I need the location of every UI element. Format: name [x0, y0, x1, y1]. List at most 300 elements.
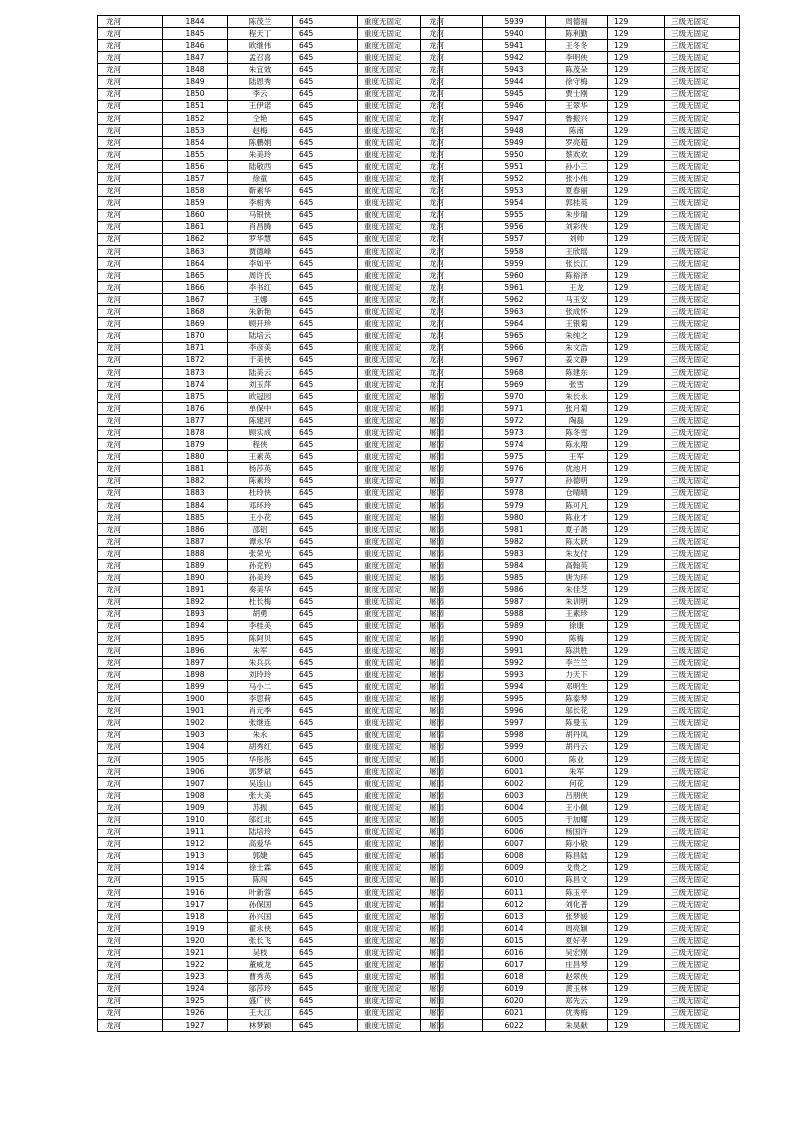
table-row [98, 935, 440, 947]
code-cell: 645 [293, 765, 358, 777]
name-cell: 王翠华 [546, 100, 608, 112]
area-cell: 龙河 [98, 64, 163, 76]
number-cell: 1896 [163, 644, 228, 656]
code-cell: 645 [293, 862, 358, 874]
area-cell: 屠园 [421, 729, 483, 741]
name-cell: 张大美 [228, 790, 293, 802]
code-cell: 129 [608, 681, 665, 693]
table-row [421, 439, 740, 451]
level-cell: 三级无固定 [665, 209, 740, 221]
number-cell: 1875 [163, 390, 228, 402]
table-row [421, 378, 740, 390]
name-cell: 孟召喜 [228, 52, 293, 64]
number-cell: 1912 [163, 838, 228, 850]
level-cell: 重度无固定 [358, 403, 440, 415]
name-cell: 马小二 [228, 681, 293, 693]
area-cell: 龙河 [421, 16, 483, 28]
name-cell: 邬红北 [228, 814, 293, 826]
name-cell: 徐康 [546, 620, 608, 632]
table-row [98, 306, 440, 318]
name-cell: 刘化普 [546, 898, 608, 910]
level-cell: 重度无固定 [358, 826, 440, 838]
table-row [421, 935, 740, 947]
level-cell: 重度无固定 [358, 28, 440, 40]
name-cell: 陈洪胜 [546, 644, 608, 656]
name-cell: 张月菊 [546, 403, 608, 415]
name-cell: 陈阿贝 [228, 632, 293, 644]
area-cell: 龙河 [98, 959, 163, 971]
number-cell: 5999 [483, 741, 546, 753]
table-row [421, 451, 740, 463]
level-cell: 重度无固定 [358, 88, 440, 100]
name-cell: 张继连 [228, 717, 293, 729]
number-cell: 5951 [483, 161, 546, 173]
code-cell: 129 [608, 511, 665, 523]
area-cell: 屠园 [421, 596, 483, 608]
table-row [98, 487, 440, 499]
area-cell: 屠园 [421, 874, 483, 886]
level-cell: 三级无固定 [665, 197, 740, 209]
level-cell: 三级无固定 [665, 596, 740, 608]
level-cell: 三级无固定 [665, 28, 740, 40]
table-row [98, 499, 440, 511]
table-row [421, 802, 740, 814]
code-cell: 645 [293, 898, 358, 910]
name-cell: 姜文静 [546, 354, 608, 366]
name-cell: 郭梦斌 [228, 765, 293, 777]
area-cell: 龙河 [98, 669, 163, 681]
area-cell: 龙河 [421, 76, 483, 88]
code-cell: 129 [608, 1007, 665, 1019]
name-cell: 赵翠侠 [546, 971, 608, 983]
area-cell: 龙河 [98, 790, 163, 802]
area-cell: 龙河 [421, 366, 483, 378]
level-cell: 重度无固定 [358, 838, 440, 850]
area-cell: 屠园 [421, 656, 483, 668]
name-cell: 周亮颖 [546, 923, 608, 935]
code-cell: 645 [293, 681, 358, 693]
code-cell: 645 [293, 173, 358, 185]
table-row [98, 233, 440, 245]
number-cell: 5981 [483, 523, 546, 535]
name-cell: 优秀梅 [546, 1007, 608, 1019]
level-cell: 重度无固定 [358, 269, 440, 281]
area-cell: 龙河 [98, 536, 163, 548]
area-cell: 龙河 [98, 16, 163, 28]
code-cell: 645 [293, 76, 358, 88]
number-cell: 1878 [163, 427, 228, 439]
table-row [421, 124, 740, 136]
table-row [98, 173, 440, 185]
name-cell: 孙兴国 [228, 910, 293, 922]
level-cell: 重度无固定 [358, 886, 440, 898]
level-cell: 重度无固定 [358, 245, 440, 257]
table-row [421, 536, 740, 548]
name-cell: 陈小敬 [546, 838, 608, 850]
name-cell: 仝艳 [228, 112, 293, 124]
name-cell: 李彦美 [228, 342, 293, 354]
table-row [98, 826, 440, 838]
code-cell: 129 [608, 548, 665, 560]
table-row [98, 608, 440, 620]
table-row [421, 898, 740, 910]
name-cell: 李如平 [228, 257, 293, 269]
name-cell: 肖昌腾 [228, 221, 293, 233]
number-cell: 1892 [163, 596, 228, 608]
code-cell: 129 [608, 669, 665, 681]
table-row [98, 536, 440, 548]
code-cell: 645 [293, 644, 358, 656]
area-cell: 屠园 [421, 390, 483, 402]
level-cell: 重度无固定 [358, 898, 440, 910]
code-cell: 129 [608, 826, 665, 838]
area-cell: 龙河 [98, 910, 163, 922]
code-cell: 645 [293, 282, 358, 294]
number-cell: 1905 [163, 753, 228, 765]
area-cell: 屠园 [421, 693, 483, 705]
level-cell: 三级无固定 [665, 306, 740, 318]
name-cell: 张小伟 [546, 173, 608, 185]
code-cell: 645 [293, 741, 358, 753]
name-cell: 李明侠 [546, 52, 608, 64]
number-cell: 6022 [483, 1019, 546, 1031]
code-cell: 645 [293, 257, 358, 269]
number-cell: 5944 [483, 76, 546, 88]
number-cell: 1925 [163, 995, 228, 1007]
name-cell: 曹秀英 [228, 971, 293, 983]
level-cell: 三级无固定 [665, 935, 740, 947]
level-cell: 三级无固定 [665, 656, 740, 668]
number-cell: 1877 [163, 415, 228, 427]
name-cell: 胡丹云 [546, 741, 608, 753]
area-cell: 龙河 [421, 233, 483, 245]
area-cell: 龙河 [98, 269, 163, 281]
code-cell: 129 [608, 910, 665, 922]
area-cell: 屠园 [421, 487, 483, 499]
number-cell: 5996 [483, 705, 546, 717]
code-cell: 645 [293, 245, 358, 257]
level-cell: 重度无固定 [358, 221, 440, 233]
code-cell: 129 [608, 245, 665, 257]
name-cell: 朱纯之 [546, 330, 608, 342]
table-row [98, 475, 440, 487]
name-cell: 李书红 [228, 282, 293, 294]
table-row [98, 221, 440, 233]
table-row [98, 342, 440, 354]
code-cell: 645 [293, 632, 358, 644]
table-row [98, 40, 440, 52]
area-cell: 龙河 [98, 523, 163, 535]
number-cell: 1883 [163, 487, 228, 499]
number-cell: 5946 [483, 100, 546, 112]
number-cell: 1846 [163, 40, 228, 52]
name-cell: 刘彩侠 [546, 221, 608, 233]
area-cell: 龙河 [98, 753, 163, 765]
area-cell: 屠园 [421, 741, 483, 753]
area-cell: 龙河 [421, 209, 483, 221]
area-cell: 屠园 [421, 971, 483, 983]
code-cell: 645 [293, 475, 358, 487]
level-cell: 重度无固定 [358, 790, 440, 802]
level-cell: 重度无固定 [358, 656, 440, 668]
level-cell: 三级无固定 [665, 52, 740, 64]
code-cell: 129 [608, 451, 665, 463]
area-cell: 屠园 [421, 910, 483, 922]
level-cell: 重度无固定 [358, 76, 440, 88]
code-cell: 645 [293, 221, 358, 233]
table-row [421, 886, 740, 898]
area-cell: 龙河 [98, 814, 163, 826]
area-cell: 龙河 [98, 741, 163, 753]
number-cell: 1876 [163, 403, 228, 415]
code-cell: 645 [293, 306, 358, 318]
level-cell: 重度无固定 [358, 705, 440, 717]
name-cell: 陈曼玉 [546, 717, 608, 729]
number-cell: 5960 [483, 269, 546, 281]
number-cell: 1927 [163, 1019, 228, 1031]
table-row [98, 511, 440, 523]
number-cell: 5954 [483, 197, 546, 209]
area-cell: 龙河 [421, 173, 483, 185]
name-cell: 杨国许 [546, 826, 608, 838]
level-cell: 三级无固定 [665, 233, 740, 245]
area-cell: 屠园 [421, 705, 483, 717]
area-cell: 龙河 [98, 245, 163, 257]
area-cell: 屠园 [421, 886, 483, 898]
table-row [98, 245, 440, 257]
code-cell: 645 [293, 608, 358, 620]
table-row [98, 669, 440, 681]
name-cell: 顾实成 [228, 427, 293, 439]
name-cell: 陈建河 [228, 415, 293, 427]
number-cell: 5955 [483, 209, 546, 221]
area-cell: 屠园 [421, 923, 483, 935]
name-cell: 孙保国 [228, 898, 293, 910]
table-row [98, 632, 440, 644]
number-cell: 5957 [483, 233, 546, 245]
code-cell: 645 [293, 16, 358, 28]
number-cell: 1862 [163, 233, 228, 245]
code-cell: 129 [608, 886, 665, 898]
table-row [421, 983, 740, 995]
number-cell: 1889 [163, 560, 228, 572]
number-cell: 1885 [163, 511, 228, 523]
area-cell: 龙河 [421, 40, 483, 52]
code-cell: 129 [608, 983, 665, 995]
level-cell: 三级无固定 [665, 669, 740, 681]
name-cell: 杜长梅 [228, 596, 293, 608]
table-row [421, 76, 740, 88]
name-cell: 张成怀 [546, 306, 608, 318]
table-row [98, 814, 440, 826]
level-cell: 重度无固定 [358, 40, 440, 52]
table-row [98, 572, 440, 584]
area-cell: 屠园 [421, 608, 483, 620]
area-cell: 龙河 [98, 40, 163, 52]
name-cell: 陈裕泽 [546, 269, 608, 281]
name-cell: 邬莎玲 [228, 983, 293, 995]
level-cell: 重度无固定 [358, 185, 440, 197]
table-row [98, 269, 440, 281]
name-cell: 奏美华 [228, 584, 293, 596]
name-cell: 朱宜效 [228, 64, 293, 76]
number-cell: 1890 [163, 572, 228, 584]
table-row [98, 354, 440, 366]
number-cell: 6007 [483, 838, 546, 850]
level-cell: 三级无固定 [665, 354, 740, 366]
number-cell: 6001 [483, 765, 546, 777]
name-cell: 马玉安 [546, 294, 608, 306]
code-cell: 645 [293, 415, 358, 427]
name-cell: 叶新蓉 [228, 886, 293, 898]
number-cell: 5964 [483, 318, 546, 330]
area-cell: 屠园 [421, 802, 483, 814]
number-cell: 6019 [483, 983, 546, 995]
table-row [421, 100, 740, 112]
table-row [98, 403, 440, 415]
name-cell: 徐守梅 [546, 76, 608, 88]
level-cell: 三级无固定 [665, 814, 740, 826]
level-cell: 重度无固定 [358, 947, 440, 959]
number-cell: 5969 [483, 378, 546, 390]
level-cell: 三级无固定 [665, 850, 740, 862]
table-row [421, 475, 740, 487]
name-cell: 王龙 [546, 282, 608, 294]
level-cell: 重度无固定 [358, 536, 440, 548]
name-cell: 朱新艳 [228, 306, 293, 318]
level-cell: 三级无固定 [665, 136, 740, 148]
name-cell: 吕朋侠 [546, 790, 608, 802]
number-cell: 1923 [163, 971, 228, 983]
table-row [98, 451, 440, 463]
level-cell: 三级无固定 [665, 548, 740, 560]
code-cell: 129 [608, 100, 665, 112]
code-cell: 645 [293, 427, 358, 439]
level-cell: 三级无固定 [665, 511, 740, 523]
number-cell: 1851 [163, 100, 228, 112]
table-row [98, 366, 440, 378]
name-cell: 吴宏刚 [546, 947, 608, 959]
name-cell: 陆培云 [228, 330, 293, 342]
name-cell: 仓晴晴 [546, 487, 608, 499]
table-row [98, 415, 440, 427]
code-cell: 129 [608, 729, 665, 741]
table-row [98, 560, 440, 572]
level-cell: 三级无固定 [665, 366, 740, 378]
level-cell: 重度无固定 [358, 427, 440, 439]
level-cell: 重度无固定 [358, 112, 440, 124]
table-row [98, 656, 440, 668]
name-cell: 胡丹凤 [546, 729, 608, 741]
name-cell: 邓明生 [546, 681, 608, 693]
code-cell: 129 [608, 620, 665, 632]
name-cell: 李思荷 [228, 693, 293, 705]
level-cell: 重度无固定 [358, 52, 440, 64]
level-cell: 三级无固定 [665, 584, 740, 596]
name-cell: 王伊诺 [228, 100, 293, 112]
code-cell: 645 [293, 596, 358, 608]
level-cell: 三级无固定 [665, 76, 740, 88]
table-row [98, 294, 440, 306]
area-cell: 龙河 [98, 681, 163, 693]
level-cell: 重度无固定 [358, 463, 440, 475]
area-cell: 龙河 [421, 330, 483, 342]
name-cell: 欧冠园 [228, 390, 293, 402]
area-cell: 龙河 [98, 560, 163, 572]
number-cell: 1869 [163, 318, 228, 330]
level-cell: 重度无固定 [358, 753, 440, 765]
area-cell: 龙河 [98, 644, 163, 656]
number-cell: 5942 [483, 52, 546, 64]
number-cell: 5973 [483, 427, 546, 439]
name-cell: 陈茂兰 [228, 16, 293, 28]
code-cell: 645 [293, 814, 358, 826]
level-cell: 三级无固定 [665, 294, 740, 306]
area-cell: 屠园 [421, 753, 483, 765]
table-row [421, 257, 740, 269]
number-cell: 6003 [483, 790, 546, 802]
area-cell: 龙河 [98, 1007, 163, 1019]
number-cell: 1854 [163, 136, 228, 148]
area-cell: 龙河 [98, 826, 163, 838]
level-cell: 三级无固定 [665, 173, 740, 185]
number-cell: 5959 [483, 257, 546, 269]
code-cell: 129 [608, 874, 665, 886]
area-cell: 屠园 [421, 983, 483, 995]
number-cell: 5983 [483, 548, 546, 560]
area-cell: 屠园 [421, 790, 483, 802]
level-cell: 重度无固定 [358, 741, 440, 753]
level-cell: 重度无固定 [358, 16, 440, 28]
number-cell: 5982 [483, 536, 546, 548]
level-cell: 三级无固定 [665, 959, 740, 971]
code-cell: 129 [608, 572, 665, 584]
name-cell: 郑先云 [546, 995, 608, 1007]
code-cell: 129 [608, 318, 665, 330]
table-row [98, 862, 440, 874]
number-cell: 1847 [163, 52, 228, 64]
code-cell: 129 [608, 197, 665, 209]
name-cell: 庄昌琴 [546, 959, 608, 971]
code-cell: 129 [608, 790, 665, 802]
code-cell: 129 [608, 112, 665, 124]
code-cell: 129 [608, 294, 665, 306]
area-cell: 龙河 [98, 76, 163, 88]
code-cell: 645 [293, 584, 358, 596]
code-cell: 129 [608, 705, 665, 717]
table-row [421, 681, 740, 693]
area-cell: 龙河 [98, 874, 163, 886]
code-cell: 645 [293, 390, 358, 402]
table-row [421, 173, 740, 185]
number-cell: 1845 [163, 28, 228, 40]
code-cell: 645 [293, 1007, 358, 1019]
code-cell: 129 [608, 269, 665, 281]
level-cell: 三级无固定 [665, 403, 740, 415]
name-cell: 陶磊 [546, 415, 608, 427]
table-row [98, 427, 440, 439]
table-row [98, 644, 440, 656]
area-cell: 龙河 [421, 88, 483, 100]
name-cell: 陈梅 [546, 632, 608, 644]
name-cell: 胡勇 [228, 608, 293, 620]
name-cell: 李云 [228, 88, 293, 100]
number-cell: 5989 [483, 620, 546, 632]
level-cell: 重度无固定 [358, 572, 440, 584]
area-cell: 屠园 [421, 560, 483, 572]
area-cell: 龙河 [98, 802, 163, 814]
code-cell: 129 [608, 596, 665, 608]
